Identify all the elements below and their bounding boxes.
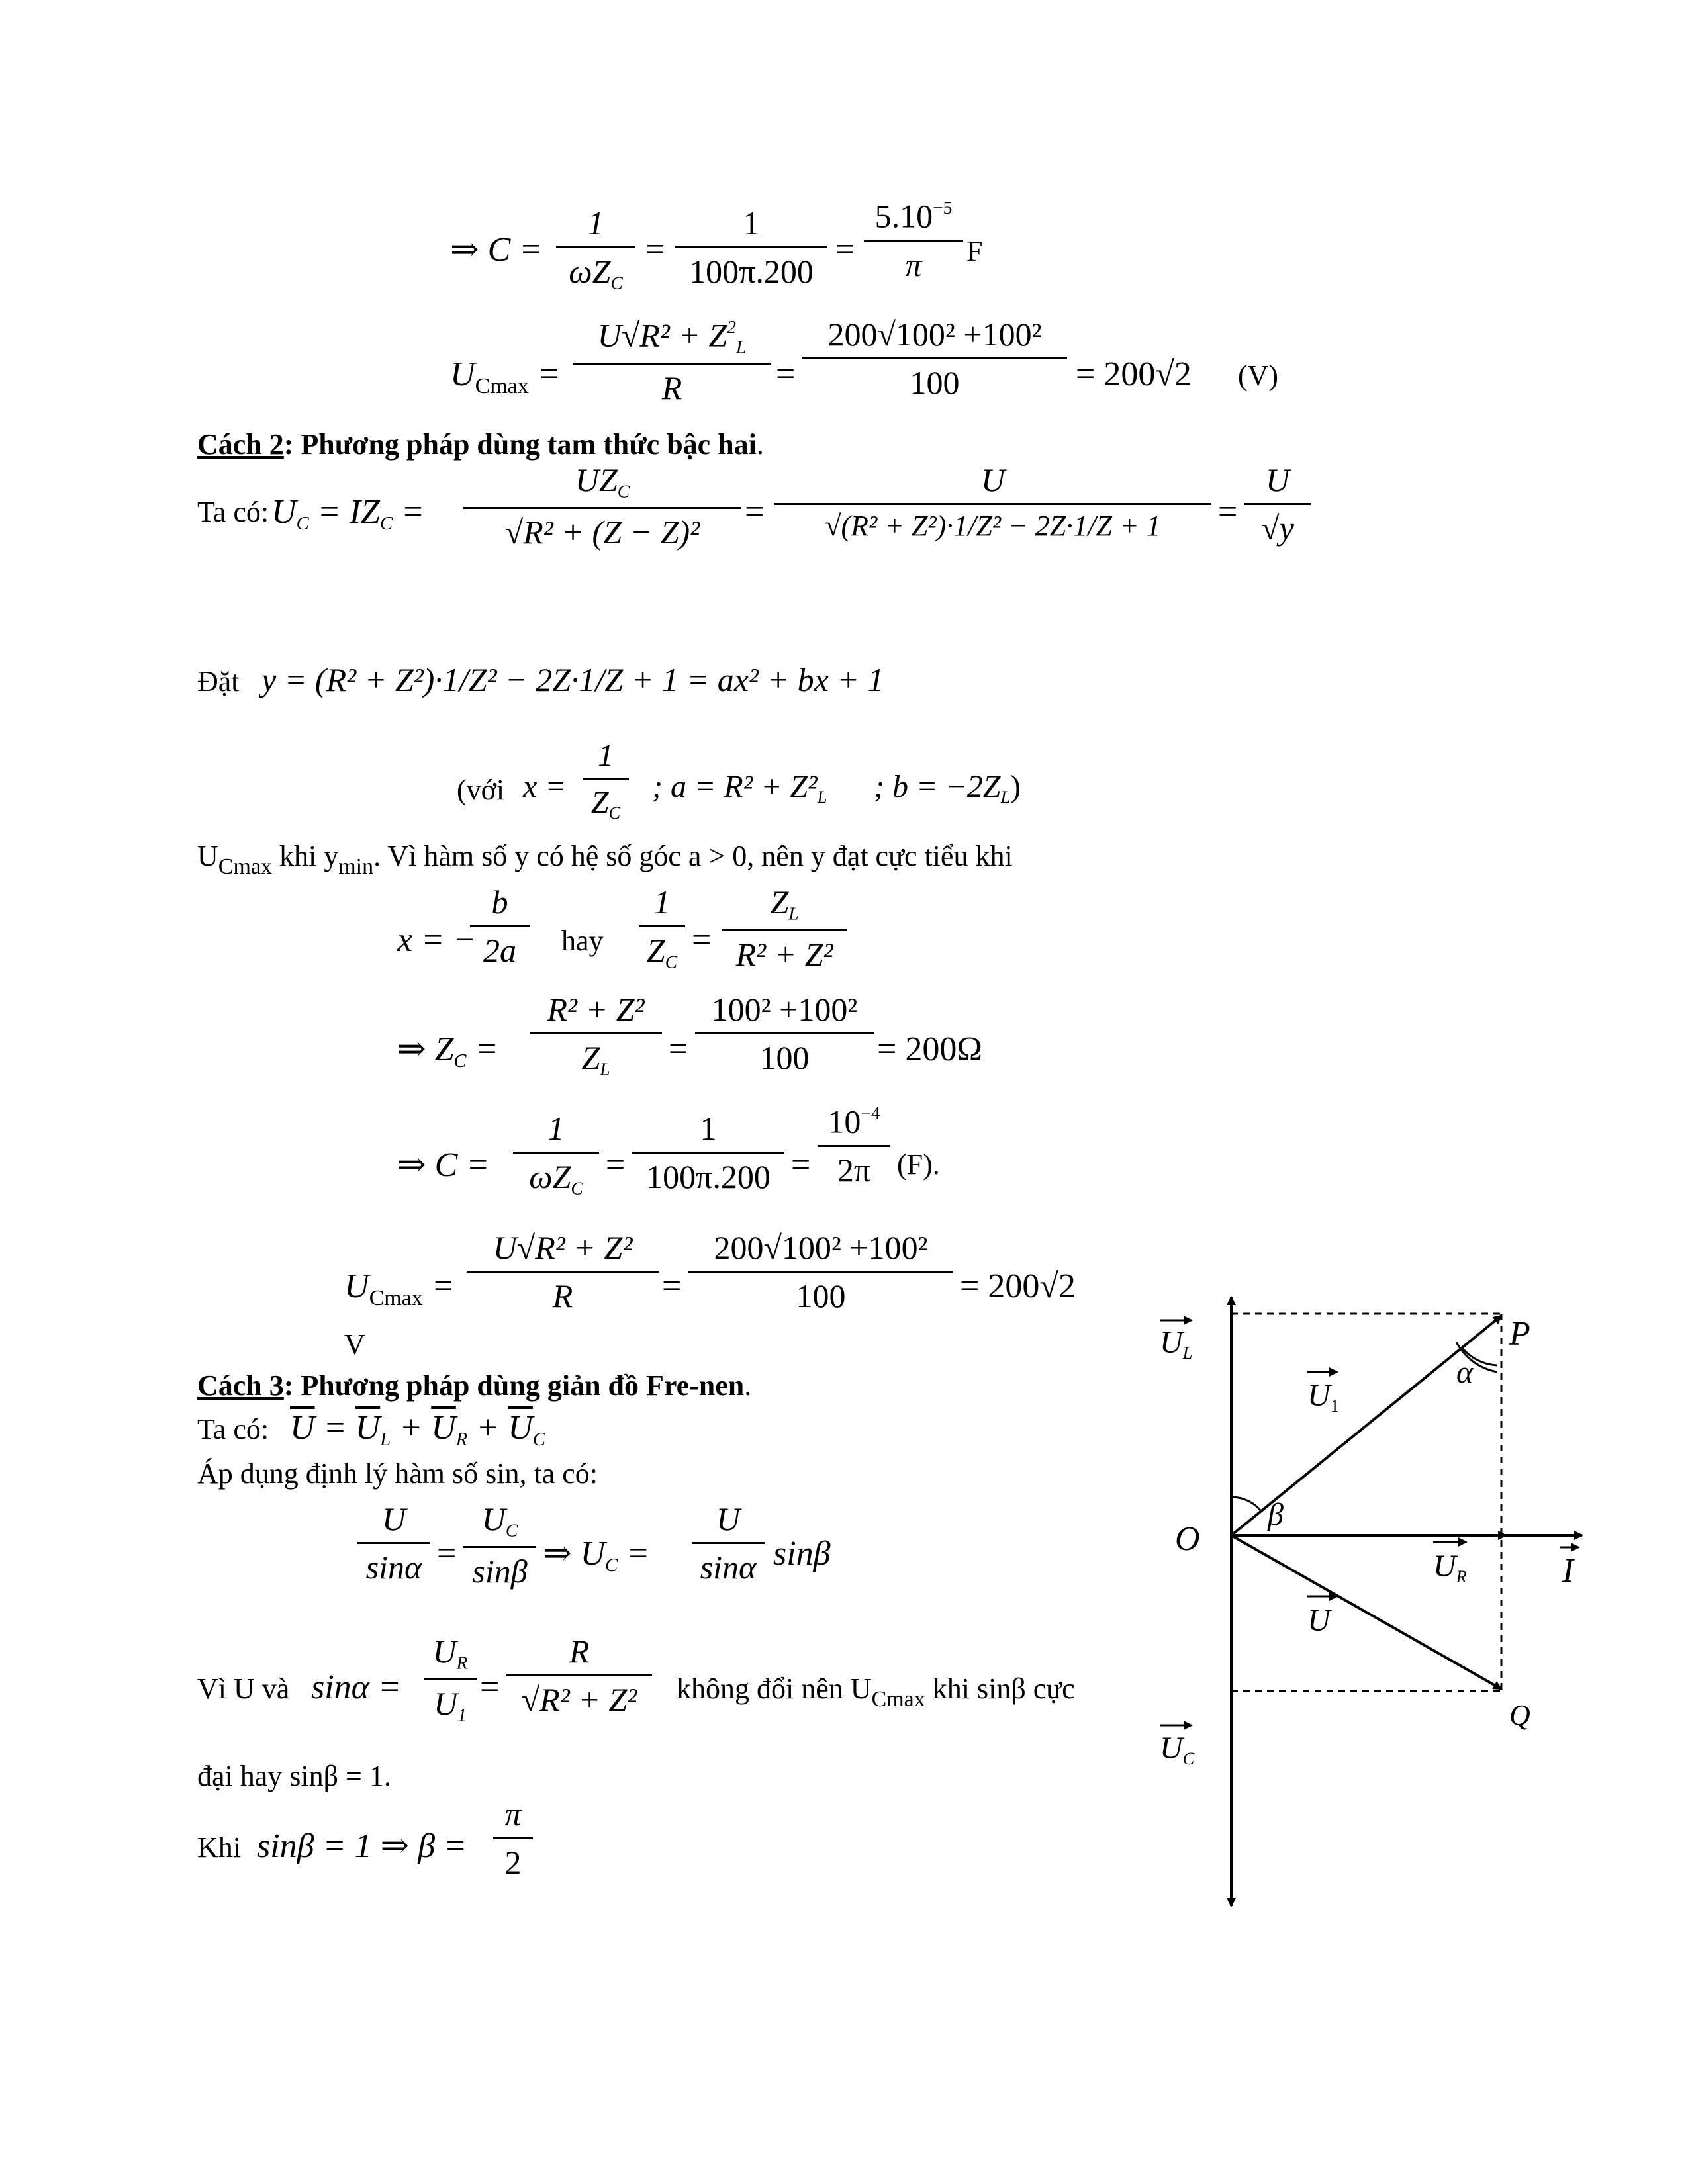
c2-c-unit: (F). (897, 1148, 940, 1181)
uc-lhs: $U_{Cmax}$ = (344, 1267, 455, 1310)
c-fraction-2: $\frac{1}{100\pi.200}$ (675, 206, 827, 288)
c-unit: F (966, 235, 983, 267)
hay-fraction-2: $\frac{Z_L}{\text{R² + Z²}}$ (722, 886, 847, 971)
y-definition: y = (R² + Z²)·1/Z² − 2Z·1/Z + 1 = ax² + bx + 1 (261, 661, 884, 698)
ucmax-unit: (V) (1238, 359, 1279, 392)
c-fraction-1: 1 $\omega Z_C$ (556, 206, 635, 292)
uc-fraction-1: $\frac{\text{U√R² + Z²}}{R}$ (467, 1231, 659, 1312)
label-i: I (1562, 1552, 1574, 1590)
vector-equation: $\overline{U} = \overline{U}_L + \overline{U}_R + \overline{U}_C$ (290, 1409, 545, 1450)
label-beta: β (1268, 1497, 1284, 1532)
voi-a: ; $a = R^2 + Z^2_L$ (652, 769, 827, 807)
ucmax-fraction-2: $\frac{\text{200√100² +100²}}{100}$ (802, 318, 1067, 399)
cach3-heading: Cách 3: Phương pháp dùng giản đồ Fre-nen. (197, 1369, 752, 1402)
dai-hay-sentence: đại hay sinβ = 1. (197, 1760, 391, 1792)
dat-label: Đặt (197, 665, 240, 698)
cach2-fraction-2: $\frac{U}{\text{√(R² + Z²)·1/Z² − 2Z·1/Z + 1}}$ (774, 463, 1211, 541)
c2-c-lhs: ⇒ C = (397, 1146, 490, 1184)
c-fraction-3: $\frac{5.10^{-5}}{\pi}$ (864, 199, 963, 281)
label-p: P (1509, 1315, 1530, 1353)
voi-b: ; $b = -2Z_L$) (874, 769, 1021, 807)
sin-fraction-1: $\frac{U}{\sin\alpha}$ (357, 1502, 430, 1584)
zc-fraction-1: $\frac{\text{R² + Z²}}{Z_L}$ (530, 993, 662, 1078)
label-ur: $U_R$ (1433, 1549, 1467, 1587)
label-u: U (1307, 1603, 1331, 1638)
label-o: O (1175, 1520, 1200, 1558)
sin-fraction-3: $\frac{U}{\sin\alpha}$ (692, 1502, 765, 1584)
cach2-taco: Ta có: (197, 496, 269, 528)
label-q: Q (1509, 1699, 1530, 1731)
label-u1: $U_1$ (1307, 1378, 1339, 1416)
zc-result: = 200Ω (877, 1030, 982, 1068)
voi-label: (với (457, 774, 505, 806)
khi-fraction: $\frac{\pi}{2}$ (493, 1797, 533, 1879)
cach2-heading: Cách 2: Phương pháp dùng tam thức bậc hai. (197, 428, 764, 461)
label-alpha: α (1456, 1355, 1474, 1390)
hay-word: hay (561, 925, 604, 957)
label-ul: $U_L$ (1160, 1325, 1193, 1363)
c-formula-lhs: ⇒ C = (450, 231, 543, 269)
c2-c-fraction-1: 1 $\omega Z_C$ (513, 1112, 599, 1197)
khi-label: Khi (197, 1831, 241, 1864)
c2-c-fraction-3: $\frac{10^{-4}}{2\pi}$ (818, 1104, 890, 1187)
zc-lhs: ⇒ $Z_C$ = (397, 1030, 498, 1071)
cach2-fraction-3: $\frac{U}{√y}$ (1244, 463, 1311, 545)
cach3-taco: Ta có: (197, 1413, 269, 1445)
sin-end: sinβ (773, 1535, 831, 1572)
c2-c-fraction-2: $\frac{1}{100\pi.200}$ (632, 1112, 784, 1193)
vi-sentence-end: không đổi nên $U_{Cmax}$ khi sinβ cực (677, 1672, 1075, 1711)
vi-fraction-2: $\frac{R}{\text{√R² + Z²}}$ (506, 1635, 652, 1716)
beta-arc (1231, 1497, 1261, 1511)
document-page: ⇒ C = 1 $\omega Z_C$ = $\frac{1}{100\pi.200}$ = $\frac{5.10^{-5}}{\pi}$ F $U_{Cmax}$ = $\frac{U√R^2 + Z^2_L}{R}$ = $\frac{\text{200√100² +100²}}{100}$ = 200√2 (V) Cách 2: Phương pháp dùng tam thức bậc hai. Ta có: $U_C = IZ_C$ = $UZ_C$ √R² + (Z − Z)² = $\frac{U}{\text{√(R² + Z²)·1/Z² − 2Z·1/Z + 1}}$ = $\frac{U}{√y}$ Đặt y = (R² + Z²)·1/Z² − 2Z·1/Z + 1 = ax² + bx + 1 (với x = $\frac{1}{Z_C}$ ; $a = R^2 + Z^2_L$ ; $b = -2Z_L$) $U_{Cmax}$ khi $y_{min}$. Vì hàm số y có hệ số góc a > 0, nên y đạt cực tiểu khi x = − $\frac{b}{2a}$ hay $\frac{1}{Z_C}$ = $\frac{Z_L}{\text{R² + Z²}}$ ⇒ $Z_C$ = $\frac{\text{R² + Z²}}{Z_L}$ = $\frac{\text{100² +100²}}{100}$ = 200Ω ⇒ C = 1 $\omega Z_C$ = $\frac{1}{100\pi.200}$ = $\frac{10^{-4}}{2\pi}$ (F). $U_{Cmax}$ = $\frac{\text{U√R² + Z²}}{R}$ = $\frac{\text{200√100² +100²}}{100}$ = 200√2 V Cách 3: Phương pháp dùng giản đồ Fre-nen. Ta có: $\overline{U} = \overline{U}_L + \overline{U}_R + \overline{U}_C$ Áp dụng định lý hàm số sin, ta có: $\frac{U}{\sin\alpha}$ = $\frac{U_C}{\sin\beta}$ ⇒ $U_C$ = $\frac{U}{\sin\alpha}$ sinβ Vì U và sinα = $\frac{U_R}{U_1}$ = $\frac{R}{\text{√R² + Z²}}$ không đổi nên $U_{Cmax}$ khi sinβ cực đại hay sinβ = 1. Khi sinβ = 1 ⇒ β = $\frac{\pi}{2}$ $U_L$ $U_1$ P α β O $U_R$ I U Q $U_C$ (0, 0, 1688, 2184)
xb-fraction: $\frac{b}{2a}$ (470, 886, 530, 967)
uc-result: = 200√2 (960, 1267, 1076, 1305)
uc-fraction-2: $\frac{\text{200√100² +100²}}{100}$ (688, 1231, 953, 1312)
cach2-fraction-1: $UZ_C$ √R² + (Z − Z)² (463, 463, 741, 549)
cach2-eq-lhs: $U_C = IZ_C$ = (271, 493, 425, 534)
zc-fraction-2: $\frac{\text{100² +100²}}{100}$ (695, 993, 874, 1074)
ucmax-min-sentence: $U_{Cmax}$ khi $y_{min}$. Vì hàm số y có hệ số góc a > 0, nên y đạt cực tiểu khi (197, 840, 1013, 879)
uc-unit-v: V (344, 1328, 365, 1361)
ucmax-result: = 200√2 (1076, 355, 1192, 393)
apdung-sentence: Áp dụng định lý hàm số sin, ta có: (197, 1457, 598, 1490)
voi-x-fraction: $\frac{1}{Z_C}$ (583, 740, 629, 822)
ucmax-fraction-1: $\frac{U√R^2 + Z^2_L}{R}$ (573, 318, 771, 404)
hay-fraction-1: $\frac{1}{Z_C}$ (639, 886, 685, 971)
ucmax-lhs: $U_{Cmax}$ = (450, 355, 561, 398)
khi-equation: sinβ = 1 ⇒ β = (257, 1827, 467, 1865)
sin-fraction-2: $\frac{U_C}{\sin\beta}$ (463, 1502, 536, 1588)
vi-u-va: Vì U và (197, 1672, 290, 1705)
label-uc: $U_C$ (1160, 1731, 1195, 1769)
vi-fraction-1: $\frac{U_R}{U_1}$ (424, 1635, 477, 1724)
sin-mid: ⇒ $U_C$ = (543, 1535, 650, 1576)
